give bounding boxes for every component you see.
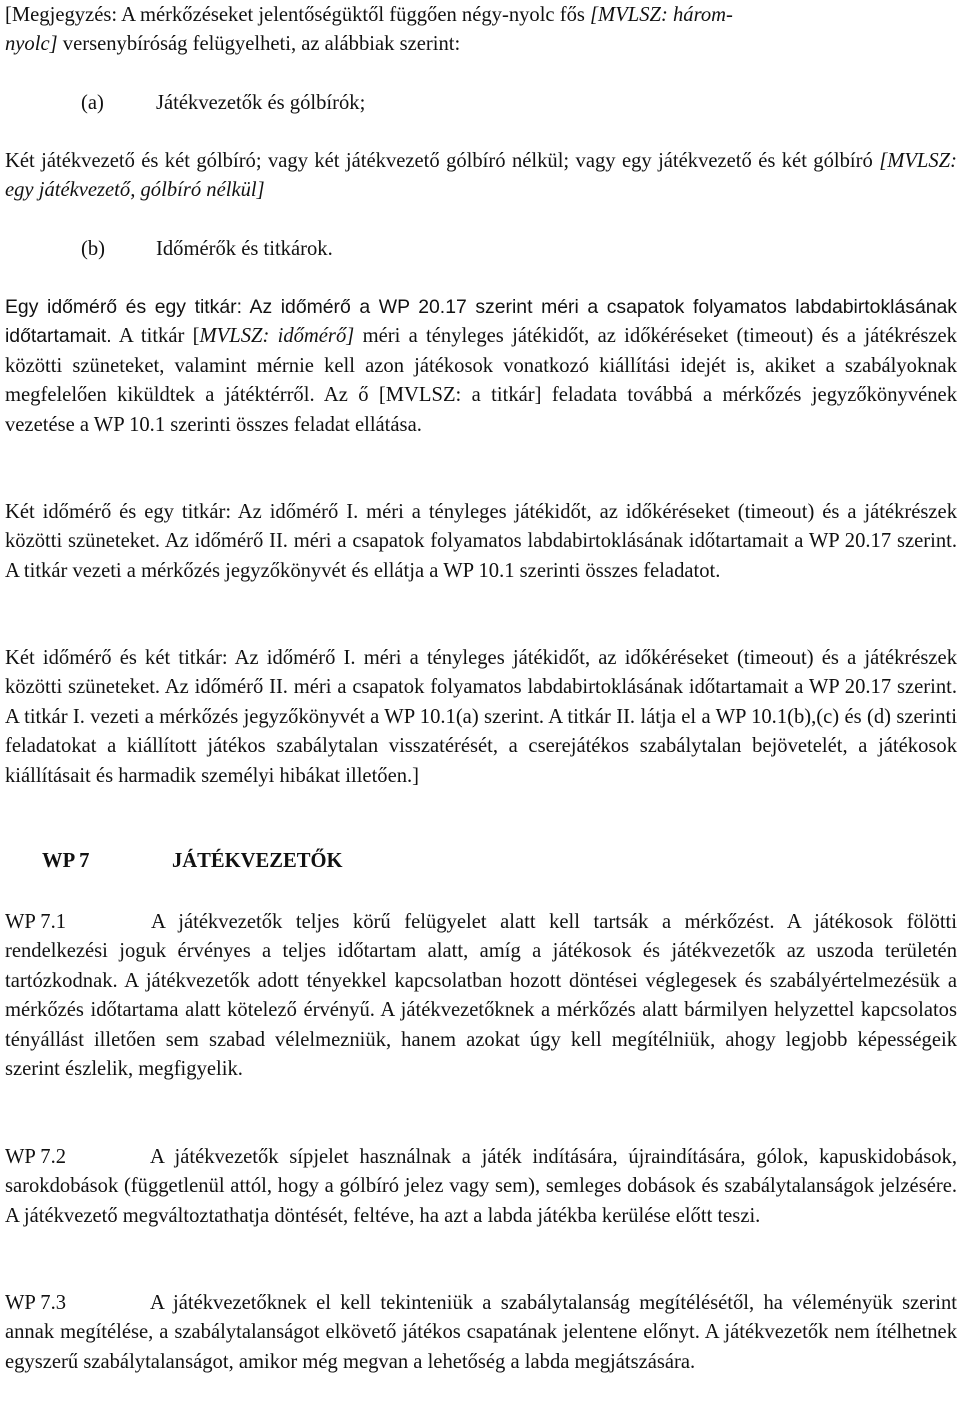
note-text-cont: versenybíróság felügyelheti, az alábbiak szerint: [57, 33, 461, 56]
section-title: JÁTÉKVEZETŐK [172, 850, 343, 872]
note-text: [Megjegyzés: A mérkőzéseket jelentőségüktől függően négy-nyolc fős [5, 4, 591, 26]
rule-id: WP 7.3 [5, 1292, 67, 1314]
rule-7-1 [5, 908, 957, 1084]
note-paragraph [5, 1, 957, 60]
paragraph-one-timekeeper-italic: MVLSZ: időmérő] [199, 325, 355, 348]
rule-text: A játékvezetők sípjelet használnak a játék indítására, újraindítására, gólok, kapuskidobások, sarokdobások (függetlenül attól, hogy a gólbíró jelez vagy sem), semleges dobások és szabálytalanságok jelzésére. A játékvezető megváltoztathatja döntését, feltéve, ha azt a labda játékba kerülése előtt teszi. [5, 1146, 957, 1227]
note-mvlsz-italic-cont: nyolc] [5, 33, 58, 56]
paragraph-referees-text: Két játékvezető és két gólbíró; vagy két játékvezető gólbíró nélkül; vagy egy játékvezető és két gólbíró [5, 150, 880, 172]
list-label-b: (b) [81, 238, 106, 260]
rule-id: WP 7.2 [5, 1146, 67, 1168]
note-mvlsz-italic: [MVLSZ: három- [590, 4, 733, 26]
paragraph-one-timekeeper [5, 293, 957, 440]
paragraph-one-timekeeper-text-3: Az ő [MVLSZ: a titkár] feladata továbbá a mérkőzés jegyzőkönyvének vezetése a WP 10.1 szerinti összes feladat ellátása. [5, 384, 957, 436]
paragraph-one-timekeeper-sans: Egy időmérő és egy titkár: Az időmérő a WP 20.17 szerint méri a csapatok folyamatos labdabirtoklásának időtartamait. [5, 296, 957, 348]
paragraph-one-timekeeper-text-2: méri a tényleges játékidőt, az időkéréseket (timeout) és a játékrészek közötti szüneteket, valamint mérnie kell azon játékosok vonatkozó kiállítási idejét is, akiket a szabályoknak megfelelően kiküldtek a játéktérről. [5, 325, 957, 407]
rule-id: WP 7.1 [5, 911, 67, 933]
paragraph-referees [5, 147, 957, 206]
paragraph-two-timekeepers-two-secretaries: Két időmérő és két titkár: Az időmérő I. méri a tényleges játékidőt, az időkéréseket (timeout) és a játékrészek közötti szüneteket. Az időmérő II. méri a csapatok folyamatos labdabirtoklásának időtartamait a WP 20.17 szerint. A titkár I. vezeti a mérkőzés jegyzőkönyvét a WP 10.1(a) szerint. A titkár II. látja el a WP 10.1(b),(c) és (d) szerinti feladatokat a kiállított játékos szabálytalan visszatérését, a cserejátékos szabálytalan bejövetelét, a játékosok kiállításait és harmadik személyi hibákat illetően.] [5, 647, 957, 787]
rule-text: A játékvezetők teljes körű felügyelet alatt kell tartsák a mérkőzést. A játékosok fölötti rendelkezési joguk érvényes a teljes időtartam alatt, amíg a játékosok és játékvezetők az uszoda területén tartózkodnak. A játékvezetők adott tényekkel kapcsolatban hozott döntései véglegesek és szabályértelmezésük a mérkőzés időtartama alatt kötelező érvényű. A játékvezetőknek a mérkőzés alatt bármilyen helyzettel kapcsolatos tényállást illetően sem szabad vélelmezniük, hanem azokat úgy kell megítélniük, ahogy legjobb képességeik szerint észlelik, megfigyelik. [5, 911, 957, 1081]
list-label-a: (a) [81, 92, 104, 114]
rule-7-3 [5, 1289, 957, 1377]
paragraph-two-timekeepers-one-secretary: Két időmérő és egy titkár: Az időmérő I. méri a tényleges játékidőt, az időkéréseket (timeout) és a játékrészek közötti szüneteket. Az időmérő II. méri a csapatok folyamatos labdabirtoklásának időtartamait a WP 20.17 szerint. A titkár vezeti a mérkőzés jegyzőkönyvét és ellátja a WP 10.1 szerinti összes feladatot. [5, 501, 957, 582]
paragraph-referees-italic: [MVLSZ: egy játékvezető, gólbíró nélkül] [5, 150, 957, 202]
list-title-b: Időmérők és titkárok. [156, 238, 333, 260]
rule-text: A játékvezetőknek el kell tekinteniük a szabálytalanság megítélésétől, ha véleményük szerint annak megítélése, a szabálytalanságot elkövető játékos csapatának jelentene előnyt. A játékvezetők nem ítélhetnek egyszerű szabálytalanságot, amikor még megvan a lehetőség a labda megjátszására. [5, 1292, 957, 1373]
paragraph-one-timekeeper-text: A titkár [ [111, 325, 200, 348]
section-number: WP 7 [42, 850, 90, 872]
rule-7-2 [5, 1143, 957, 1231]
list-title-a: Játékvezetők és gólbírók; [156, 92, 366, 114]
